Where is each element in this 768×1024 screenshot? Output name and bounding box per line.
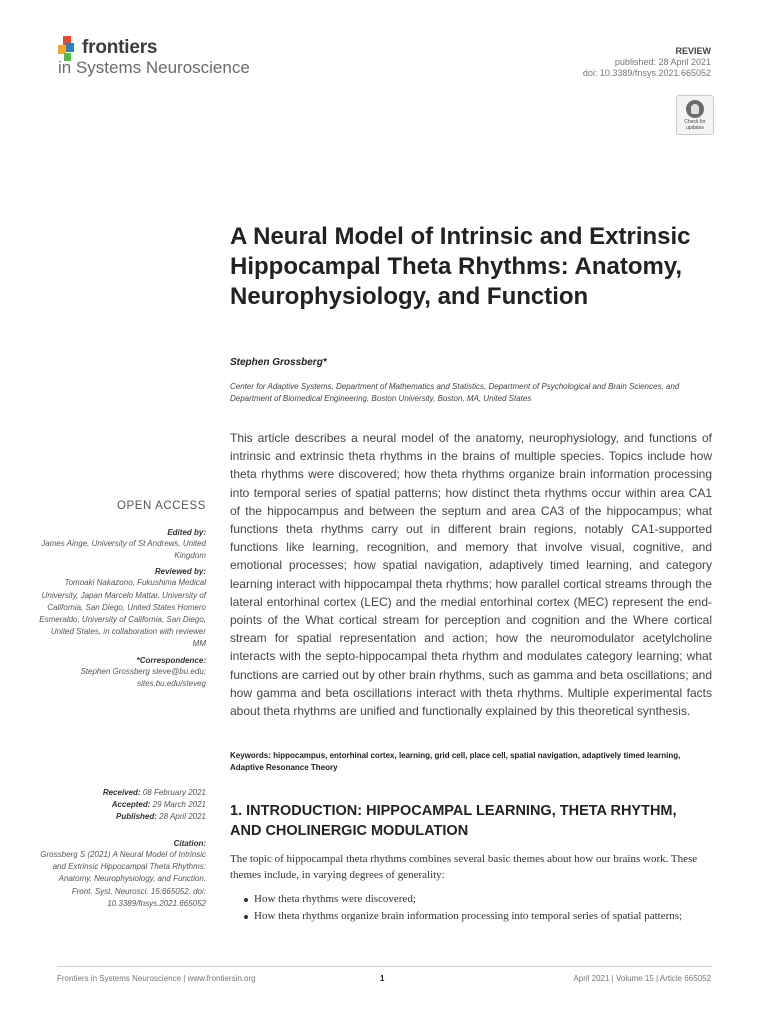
list-item	[230, 909, 712, 925]
reviewed-by-label: Reviewed by:	[154, 567, 206, 577]
publish-date: published: 28 April 2021	[614, 57, 711, 67]
accepted-label: Accepted:	[111, 800, 151, 809]
received-row	[36, 787, 206, 799]
section-heading: 1. INTRODUCTION: HIPPOCAMPAL LEARNING, THETA RHYTHM, AND CHOLINERGIC MODULATION	[230, 803, 677, 839]
keywords-list: hippocampus, entorhinal cortex, learning, grid cell, place cell, spatial navigation, adaptively timed learning, Adaptive Resonance Theory	[230, 751, 681, 772]
bookmark-icon	[686, 100, 704, 118]
received-label: Received:	[102, 788, 141, 797]
brand-name: frontiers	[82, 37, 158, 58]
editor-name: James Ainge, University of St Andrews, United Kingdom	[41, 539, 206, 561]
badge-line-2: updates	[686, 125, 704, 131]
citation-label: Citation:	[173, 839, 206, 848]
citation-text: Grossberg S (2021) A Neural Model of Intrinsic and Extrinsic Hippocampal Theta Rhythms: Anatomy, Neurophysiology, and Function. Front. Syst. Neurosci. 15:665052. doi: 10.3389/fnsys.2021.665052	[40, 850, 206, 908]
list-item	[230, 892, 712, 908]
article-title: A Neural Model of Intrinsic and Extrinsic Hippocampal Theta Rhythms: Anatomy, Neurophysiology, and Function	[230, 223, 691, 310]
page-number: 1	[380, 974, 385, 983]
accepted-date: 29 March 2021	[152, 800, 206, 809]
author-name[interactable]: Stephen Grossberg*	[230, 357, 327, 368]
article-type: REVIEW	[675, 46, 711, 56]
keywords-label: Keywords:	[230, 751, 271, 760]
received-date: 08 February 2021	[142, 788, 206, 797]
abstract: This article describes a neural model of the anatomy, neurophysiology, and functions of intrinsic and extrinsic theta rhythms in the brains of multiple species. Topics include how theta rhythms were discovered; how theta rhythms organize brain information processing into temporal series of spatial patterns; how distinct theta rhythms occur within area CA1 of the hippocampus and between the septum and area CA3 of the hippocampus; what functions theta rhythms carry out in different brain regions, notably CA1-supported functions like learning, recognition, and memory that involve visual, cognitive, and emotional processes; how spatial navigation, adaptively timed learning, and category learning interact with hippocampal theta rhythms; how parallel cortical streams through the lateral entorhinal cortex (LEC) and the medial entorhinal cortex (MEC) represent the end-points of the What cortical stream for perception and cognition and the Where cortical stream for spatial representation and action; how the neuromodulator acetylcholine interacts with the septo-hippocampal theta rhythm and modulates category learning; what functions are carried out by other brain rhythms, such as gamma and beta oscillations; and how gamma and beta oscillations interact with theta rhythms. Multiple experimental facts about theta rhythms are unified and functionally explained by this theoretical synthesis.	[230, 431, 712, 719]
published-date: 28 April 2021	[159, 812, 206, 821]
list-item-text: How theta rhythms organize brain information processing into temporal series of spatial patterns;	[254, 909, 683, 922]
published-label: Published:	[116, 812, 157, 821]
citation-block	[36, 834, 206, 910]
correspondence-contact[interactable]: Stephen Grossberg steve@bu.edu; sites.bu.edu/steveg	[80, 666, 206, 688]
article-meta	[583, 46, 711, 79]
doi-link[interactable]: doi: 10.3389/fnsys.2021.665052	[582, 68, 711, 78]
list-item-text: How theta rhythms were discovered;	[254, 893, 416, 905]
accepted-row	[36, 799, 206, 811]
bullet-icon	[244, 898, 248, 902]
footer-volume-info: April 2021 | Volume 15 | Article 665052	[573, 974, 711, 983]
footer-divider	[57, 966, 712, 967]
correspondence-label: *Correspondence:	[136, 655, 206, 665]
open-access-label: OPEN ACCESS	[116, 500, 206, 512]
intro-bullet-list	[230, 892, 712, 925]
journal-name: in Systems Neuroscience	[58, 58, 250, 77]
reviewer-list: Tomoaki Nakazono, Fukushima Medical University, Japan Marcelo Mattar, University of California, San Diego, United States Homero Esmeraldo, University of California, San Diego, United States, in collaboration with reviewer MM	[39, 578, 206, 649]
edited-by-label: Edited by:	[167, 528, 206, 537]
check-for-updates-button[interactable]	[676, 95, 714, 135]
journal-logo[interactable]	[58, 34, 288, 82]
badge-line-1: Check for	[684, 119, 706, 125]
article-dates	[36, 787, 206, 823]
intro-paragraph: The topic of hippocampal theta rhythms combines several basic themes about how our brains work. These themes include, in varying degrees of generality:	[230, 853, 698, 881]
author-affiliation: Center for Adaptive Systems, Department of Mathematics and Statistics, Department of Psychological and Brain Sciences, and Department of Biomedical Engineering, Boston University, Boston, MA, United States	[230, 382, 680, 403]
sidebar	[36, 500, 206, 690]
footer-journal-link[interactable]: Frontiers in Systems Neuroscience | www.frontiersin.org	[57, 974, 256, 983]
published-row	[36, 811, 206, 823]
keywords	[230, 750, 712, 774]
bullet-icon	[244, 915, 248, 919]
